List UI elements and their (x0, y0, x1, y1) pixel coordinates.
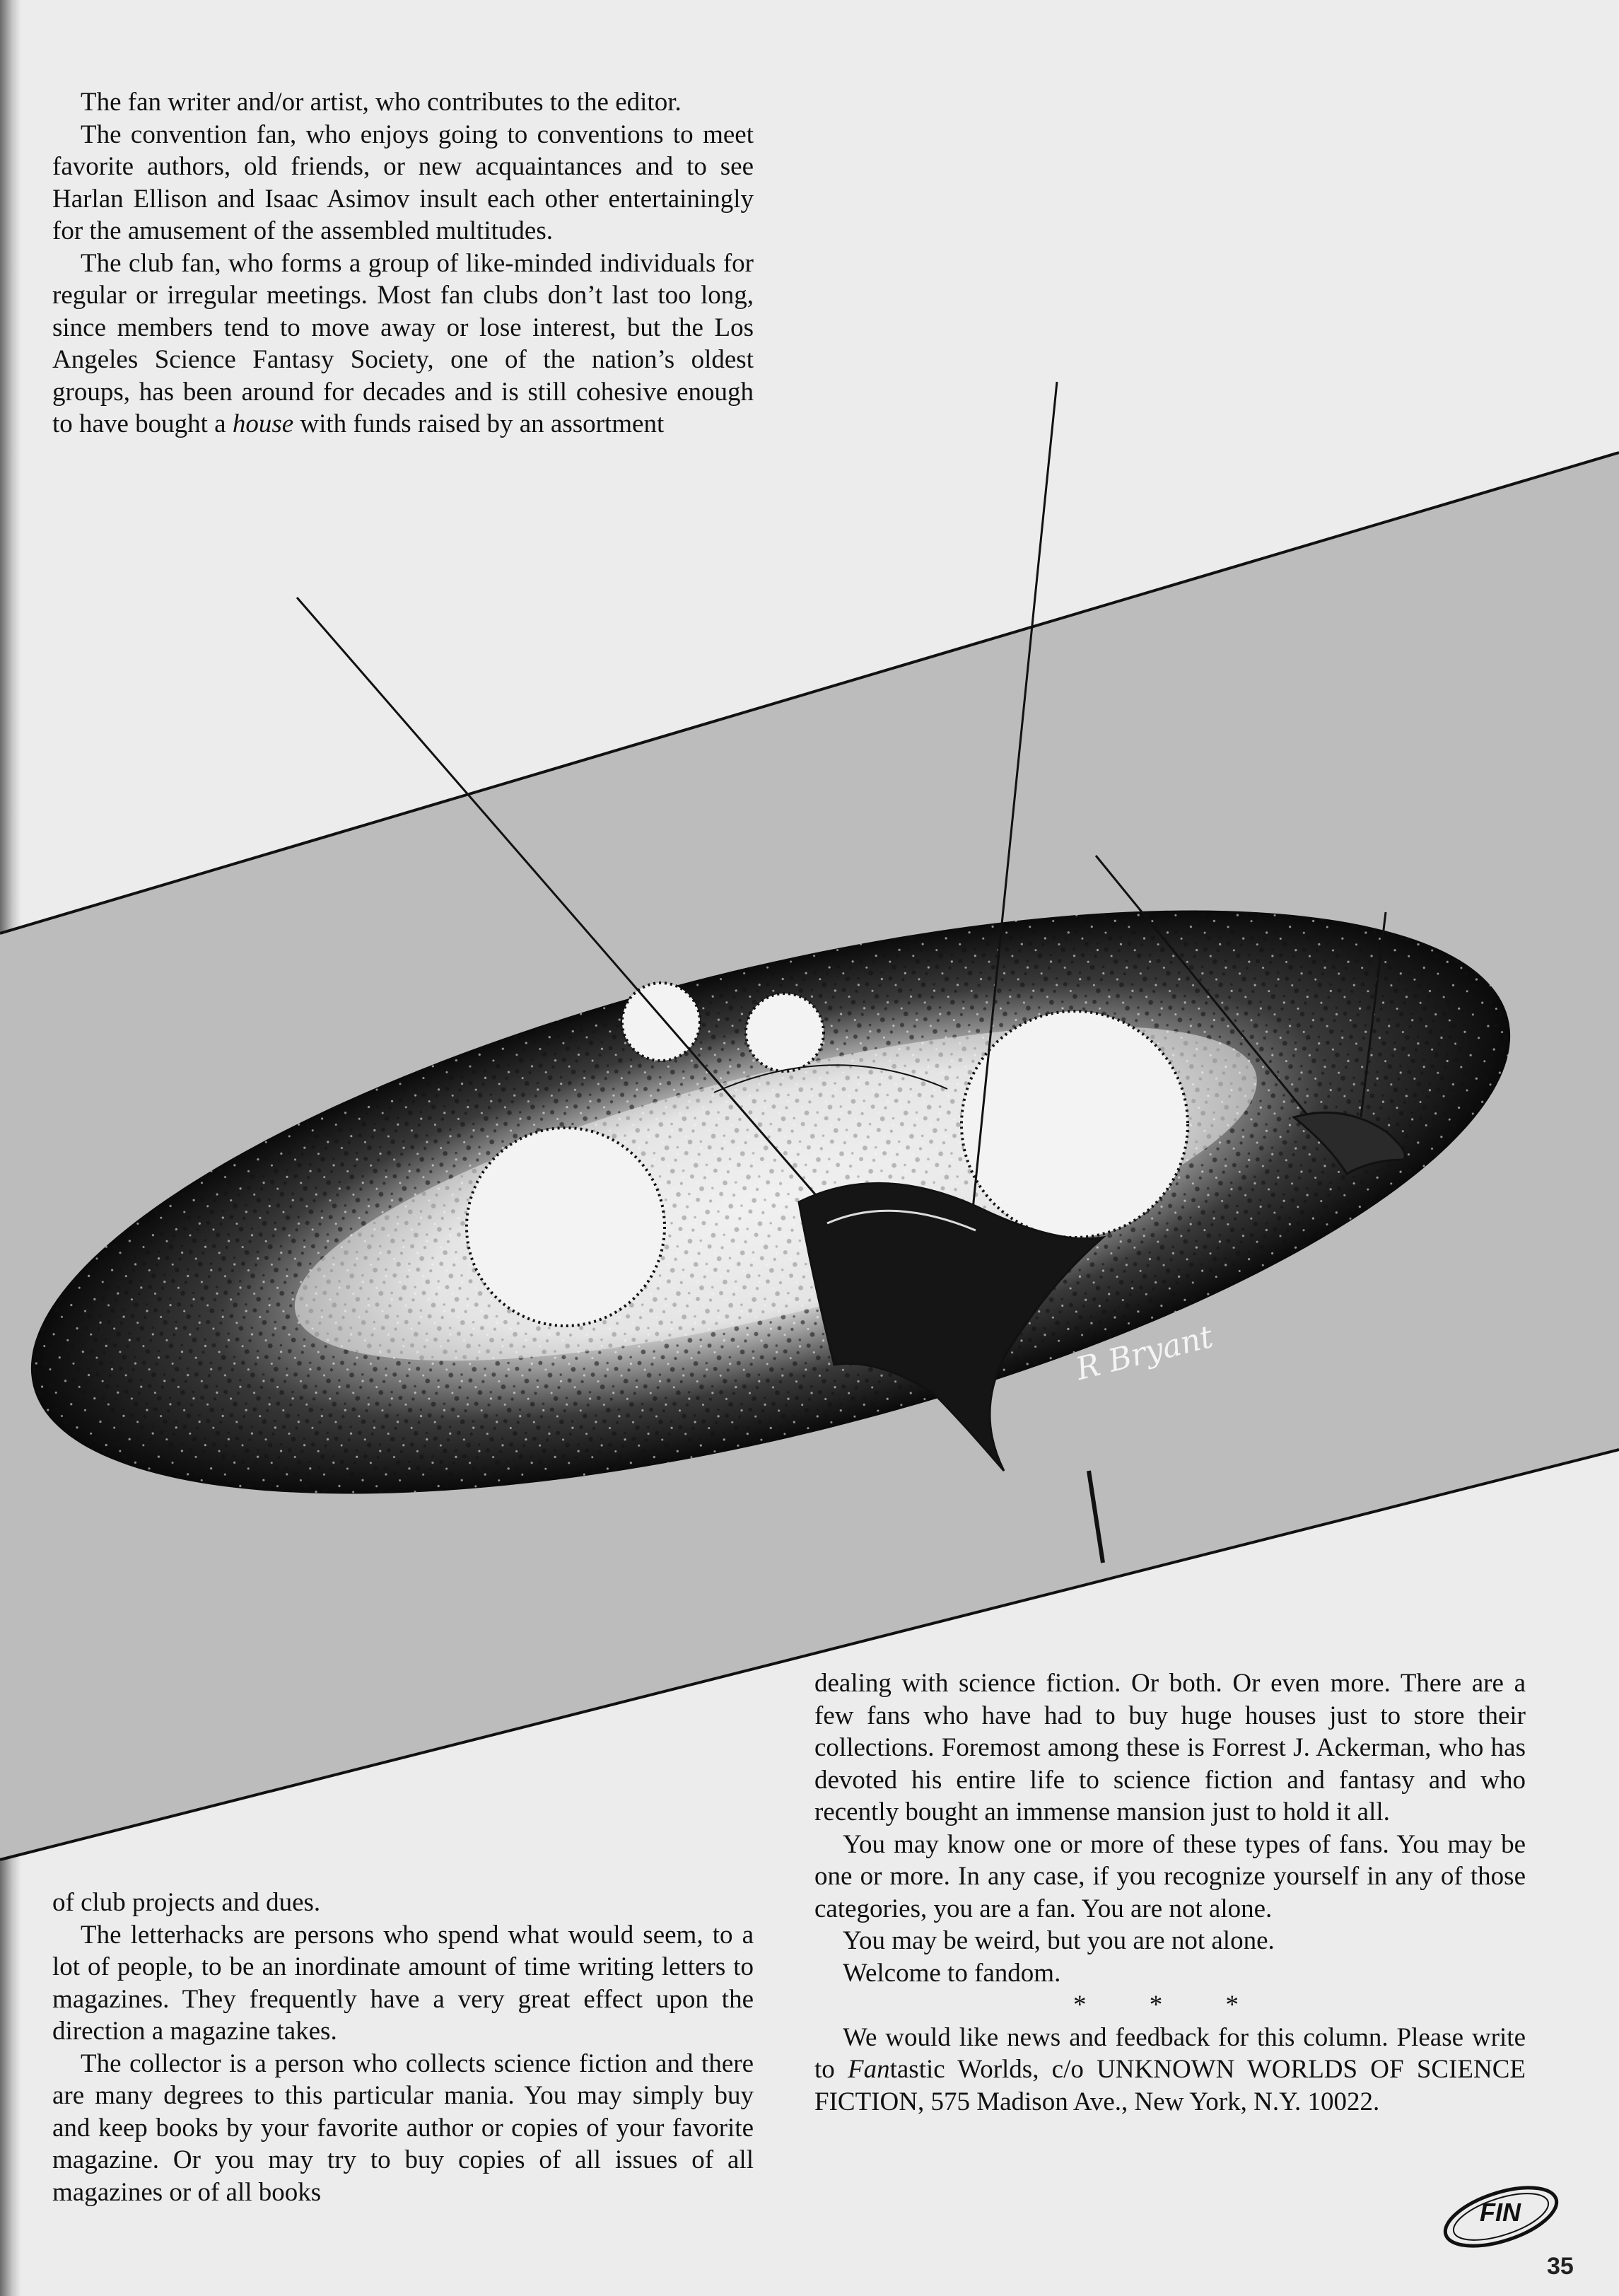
paragraph-weird: You may be weird, but you are not alone. (843, 1926, 1275, 1955)
emphasis-fan: Fan (848, 2055, 890, 2084)
contact-text-start: We would like news and feedback for this column. Please write to (814, 2022, 1526, 2084)
club-fan-last-line-start: have bought a (79, 409, 233, 438)
paragraph-collector: The collector is a person who collects science fiction and there are many degrees to this particular mania. You may simply buy and keep books by your favorite author or copies of your favorite magazine. Or you may try to buy copies of all issues of all magazines or of all books (52, 2049, 754, 2207)
paragraph-collector-continued: dealing with science fiction. Or both. Or even more. There are a few fans who have had to buy huge houses just to store their collections. Foremost among these is Forrest J. Ackerman, who has devoted his entire life to science fiction and fantasy and who recently bought an immense mansion just to hold it all. (814, 1669, 1526, 1826)
paragraph-club-continued: of club projects and dues. (52, 1888, 321, 1917)
paragraph-club-fan (52, 247, 754, 441)
paragraph-fan-writer: The fan writer and/or artist, who contributes to the editor. (81, 88, 682, 117)
paragraph-club-fan-text: The club fan, who forms a group of like-minded individuals for regular or irregular meetings. Most fan clubs don’t last too long, since members tend to move away or lose interest, but the Los Angeles Science Fantasy Society, one of the nation’s oldest groups, has been around for decades and is still cohesive enough to (52, 248, 754, 438)
article-bottom-left-column (52, 1887, 754, 2208)
article-bottom-right-column (814, 1667, 1526, 2118)
paragraph-you-may-know: You may know one or more of these types of fans. You may be one or more. In any case, if you recognize yourself in any of those categories, you are a fan. You are not alone. (814, 1829, 1526, 1923)
paragraph-letterhacks: The letterhacks are persons who spend what would seem, to a lot of people, to be an inordinate amount of time writing letters to magazines. They frequently have a very great effect upon the direction a magazine takes. (52, 1920, 754, 2046)
paragraph-convention-fan: The convention fan, who enjoys going to conventions to meet favorite authors, old friends, or new acquaintances and to see Harlan Ellison and Isaac Asimov insult each other entertainingly for the amusement of the assembled multitudes. (52, 120, 754, 245)
section-divider-stars: * * * (1073, 1991, 1267, 2020)
page-number: 35 (1547, 2253, 1574, 2280)
contact-text-end: tastic Worlds, c/o UNKNOWN WORLDS OF SCIENCE FICTION, 575 Madison Ave., New York, N.Y. 10022. (814, 2055, 1526, 2116)
artist-signature: R Bryant (1072, 1318, 1217, 1388)
article-top-column (52, 86, 754, 441)
paragraph-contact (814, 2022, 1526, 2119)
fin-logo-text: FIN (1480, 2198, 1521, 2227)
paragraph-welcome: Welcome to fandom. (843, 1958, 1061, 1988)
club-fan-last-line (79, 409, 664, 438)
club-fan-last-line-end: with funds raised by an assortment (293, 409, 665, 438)
emphasis-house: house (232, 409, 294, 438)
